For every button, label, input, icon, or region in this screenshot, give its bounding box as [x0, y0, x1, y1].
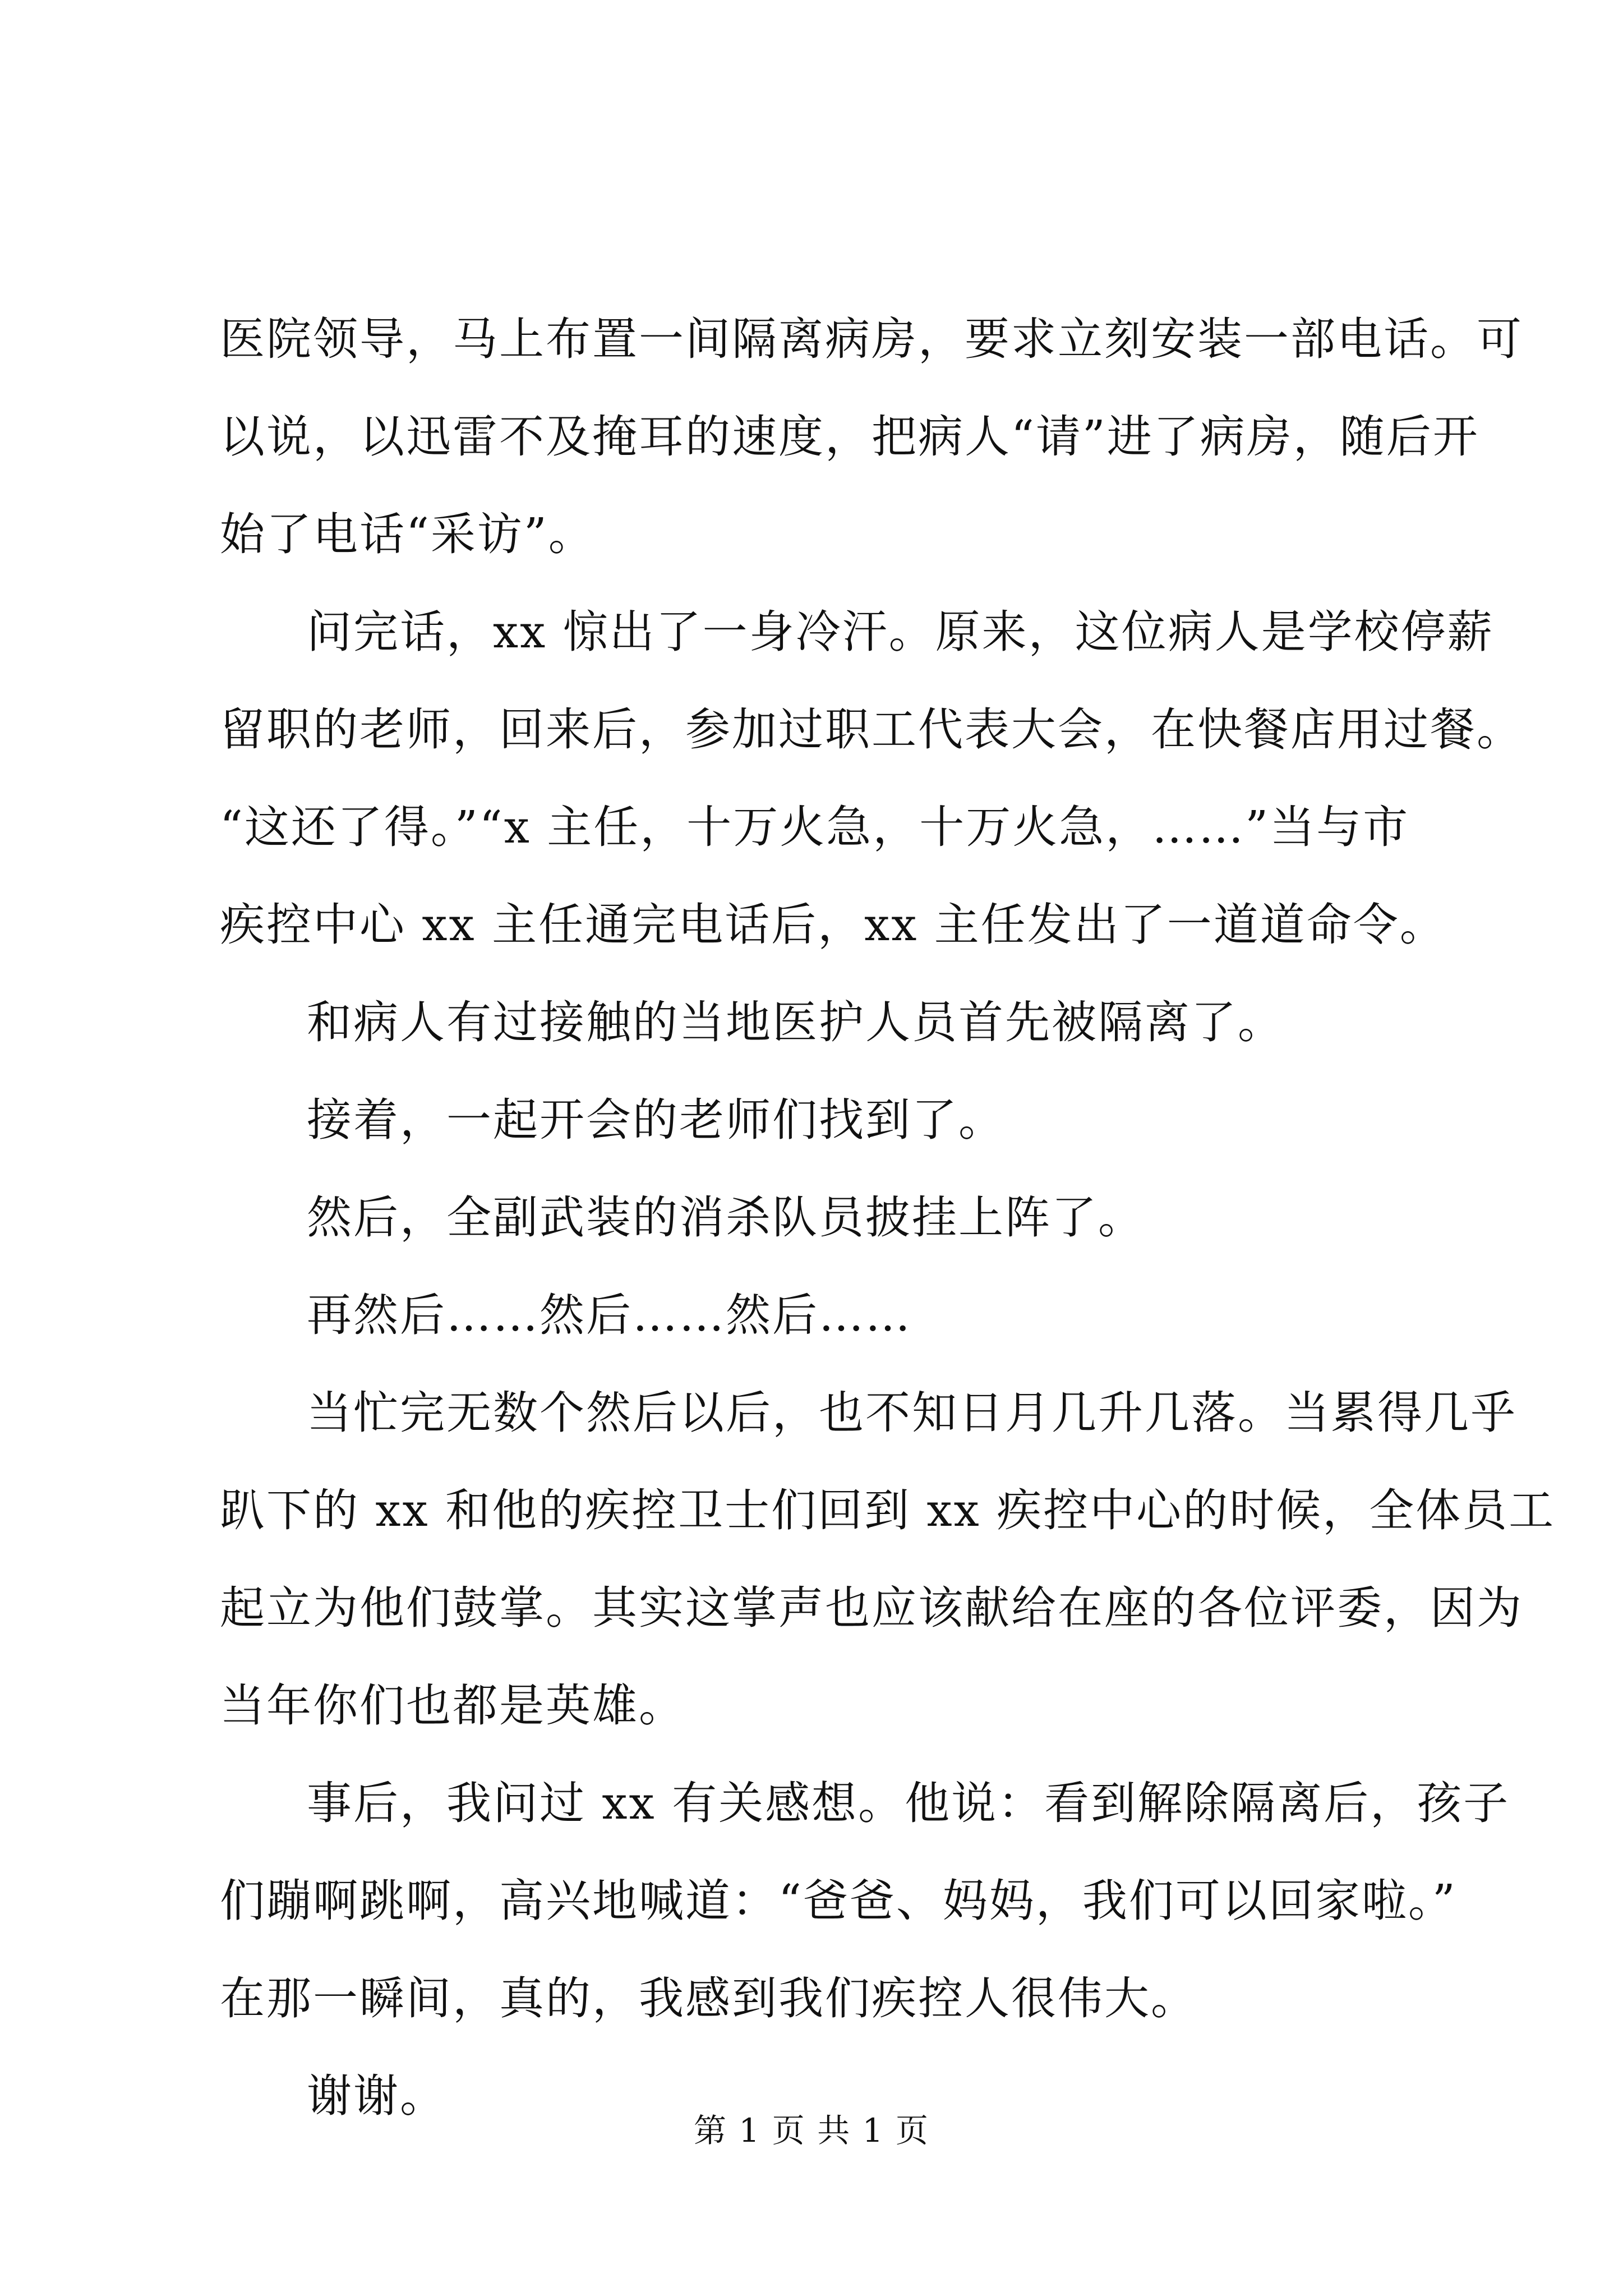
- text-line: 起立为他们鼓掌。其实这掌声也应该献给在座的各位评委，因为: [220, 1582, 1523, 1634]
- text-line: 在那一瞬间，真的，我感到我们疾控人很伟大。: [220, 1972, 1197, 2024]
- text-line: 疾控中心 xx 主任通完电话后，xx 主任发出了一道道命令。: [220, 899, 1446, 951]
- text-line: 问完话，xx 惊出了一身冷汗。原来，这位病人是学校停薪: [307, 606, 1494, 658]
- paragraph-5: [220, 1169, 1414, 1267]
- paragraph-7: [220, 1364, 1556, 1755]
- paragraph-4: [220, 1071, 1414, 1169]
- text-line: 留职的老师，回来后，参加过职工代表大会，在快餐店用过餐。: [220, 703, 1523, 756]
- text-line: 以说，以迅雷不及掩耳的速度，把病人“请”进了病房，随后开: [220, 411, 1479, 463]
- body-text: [220, 291, 1556, 2145]
- text-line: 谢谢。: [307, 2070, 446, 2122]
- text-line: 和病人有过接触的当地医护人员首先被隔离了。: [307, 996, 1284, 1048]
- paragraph-1: [220, 291, 1523, 583]
- text-line: 始了电话“采访”。: [220, 508, 595, 560]
- text-line: 再然后……然后……然后……: [307, 1289, 912, 1341]
- text-line: 然后，全副武装的消杀队员披挂上阵了。: [307, 1191, 1145, 1244]
- text-line: 医院领导，马上布置一间隔离病房，要求立刻安装一部电话。可: [220, 313, 1523, 365]
- paragraph-3: [220, 974, 1414, 1071]
- paragraph-6: [220, 1267, 1414, 1364]
- page-footer: 第 1 页 共 1 页: [694, 2111, 929, 2150]
- paragraph-2: [220, 583, 1523, 974]
- text-line: 事后，我问过 xx 有关感想。他说：看到解除隔离后，孩子: [307, 1777, 1510, 1829]
- text-line: 趴下的 xx 和他的疾控卫士们回到 xx 疾控中心的时候，全体员工: [220, 1484, 1556, 1536]
- text-line: “这还了得。”“x 主任，十万火急，十万火急，……”当与市: [220, 801, 1410, 853]
- text-line: 当忙完无数个然后以后，也不知日月几升几落。当累得几乎: [307, 1387, 1517, 1439]
- text-line: 当年你们也都是英雄。: [220, 1680, 685, 1732]
- text-line: 们蹦啊跳啊，高兴地喊道：“爸爸、妈妈，我们可以回家啦。”: [220, 1875, 1457, 1927]
- text-line: 接着，一起开会的老师们找到了。: [307, 1094, 1005, 1146]
- paragraph-8: [220, 1755, 1510, 2047]
